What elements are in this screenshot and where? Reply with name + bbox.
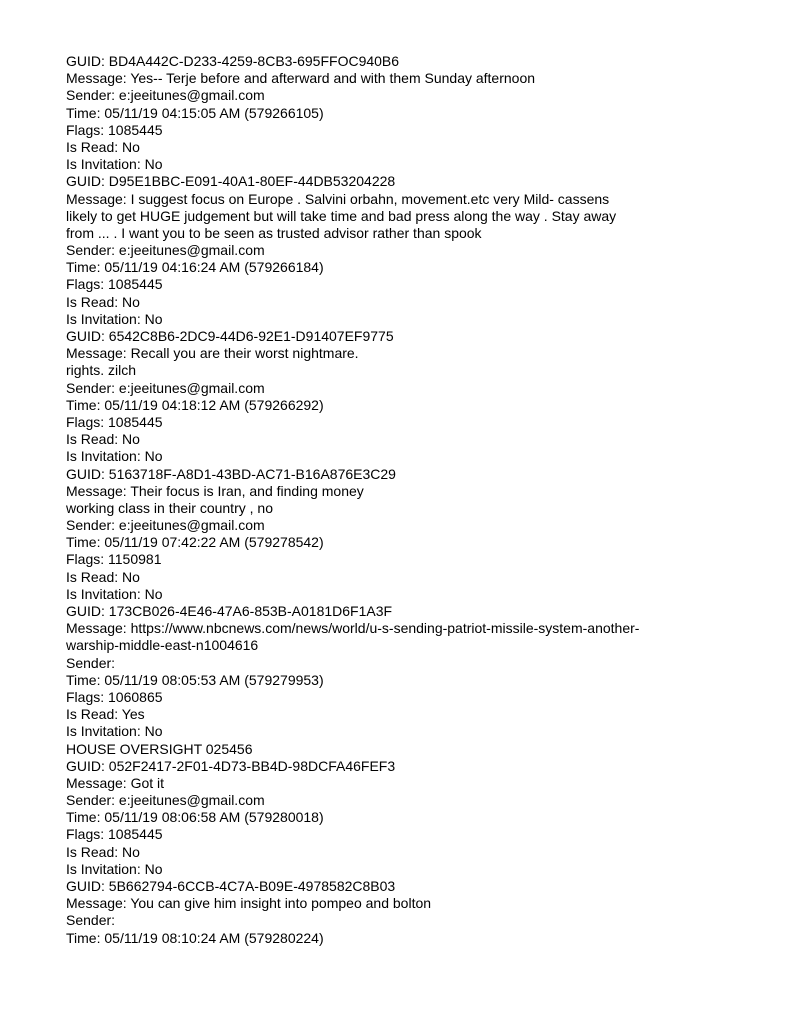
record-3 — [66, 328, 766, 466]
text-line: Is Read: No — [66, 431, 140, 448]
text-line: working class in their country , no — [66, 499, 273, 516]
text-line: Is Read: No — [66, 138, 140, 155]
text-line: rights. zilch — [66, 362, 137, 379]
text-line: Message: Their focus is Iran, and finding money — [66, 482, 364, 499]
text-line: Message: You can give him insight into pompeo and bolton — [66, 895, 432, 912]
text-line: Is Invitation: No — [66, 156, 163, 173]
text-line: Is Invitation: No — [66, 585, 163, 602]
text-line: GUID: 5163718F-A8D1-43BD-AC71-B16A876E3C29 — [66, 465, 396, 482]
text-line: Is Invitation: No — [66, 723, 163, 740]
text-line: Time: 05/11/19 08:06:58 AM (579280018) — [66, 809, 324, 826]
text-line: GUID: BD4A442C-D233-4259-8CB3-695FFOC940B6 — [66, 53, 400, 69]
text-line: GUID: 052F2417-2F01-4D73-BB4D-98DCFA46FEF3 — [66, 757, 396, 774]
text-line: Sender: — [66, 654, 116, 671]
oversight-stamp — [66, 741, 766, 758]
text-line: Flags: 1085445 — [66, 413, 163, 430]
text-line: Message: I suggest focus on Europe . Salvini orbahn, movement.etc very Mild- cassens — [66, 190, 610, 207]
text-line: GUID: 5B662794-6CCB-4C7A-B09E-4978582C8B03 — [66, 878, 396, 894]
record-5 — [66, 603, 766, 741]
text-line: Flags: 1150981 — [66, 551, 162, 568]
text-line: Message: Yes-- Terje before and afterward and with them Sunday afternoon — [66, 70, 536, 87]
message-log — [66, 53, 766, 947]
text-line: Flags: 1085445 — [66, 276, 163, 293]
record-4 — [66, 466, 766, 604]
text-line: Is Invitation: No — [66, 860, 163, 877]
text-line: Flags: 1085445 — [66, 826, 163, 843]
text-line: Sender: e:jeeitunes@gmail.com — [66, 517, 265, 534]
text-line: Time: 05/11/19 07:42:22 AM (579278542) — [66, 534, 324, 551]
text-line: Sender: e:jeeitunes@gmail.com — [66, 242, 265, 259]
text-line: Is Read: Yes — [66, 706, 145, 723]
text-line: Sender: — [66, 912, 116, 929]
text-line: Flags: 1060865 — [66, 688, 163, 705]
text-line: likely to get HUGE judgement but will take time and bad press along the way . Stay away — [66, 207, 617, 224]
text-line: Sender: e:jeeitunes@gmail.com — [66, 87, 265, 104]
text-line: GUID: 6542C8B6-2DC9-44D6-92E1-D91407EF9775 — [66, 328, 394, 344]
text-line: GUID: 173CB026-4E46-47A6-853B-A0181D6F1A3F — [66, 603, 393, 619]
text-line: Message: https://www.nbcnews.com/news/world/u-s-sending-patriot-missile-system-another- — [66, 620, 640, 637]
text-line: Flags: 1085445 — [66, 121, 163, 138]
record-2 — [66, 173, 766, 328]
text-line: Time: 05/11/19 04:16:24 AM (579266184) — [66, 259, 324, 276]
text-line: Time: 05/11/19 08:05:53 AM (579279953) — [66, 671, 324, 688]
text-line: Message: Recall you are their worst nightmare. — [66, 345, 359, 362]
text-line: Is Invitation: No — [66, 448, 163, 465]
record-1 — [66, 53, 766, 173]
text-line: Sender: e:jeeitunes@gmail.com — [66, 792, 265, 809]
text-line: warship-middle-east-n1004616 — [66, 637, 259, 654]
text-line: from ... . I want you to be seen as trusted advisor rather than spook — [66, 224, 482, 241]
text-line: Time: 05/11/19 04:15:05 AM (579266105) — [66, 104, 324, 121]
text-line: Is Read: No — [66, 843, 140, 860]
text-line: Sender: e:jeeitunes@gmail.com — [66, 379, 265, 396]
record-7 — [66, 878, 766, 947]
text-line: Is Read: No — [66, 568, 140, 585]
text-line: Is Invitation: No — [66, 310, 163, 327]
text-line: Time: 05/11/19 08:10:24 AM (579280224) — [66, 929, 324, 946]
text-line: Time: 05/11/19 04:18:12 AM (579266292) — [66, 396, 324, 413]
text-line: HOUSE OVERSIGHT 025456 — [66, 740, 253, 757]
text-line: GUID: D95E1BBC-E091-40A1-80EF-44DB53204228 — [66, 173, 396, 190]
text-line: Message: Got it — [66, 774, 165, 791]
text-line: Is Read: No — [66, 293, 140, 310]
record-6 — [66, 758, 766, 878]
